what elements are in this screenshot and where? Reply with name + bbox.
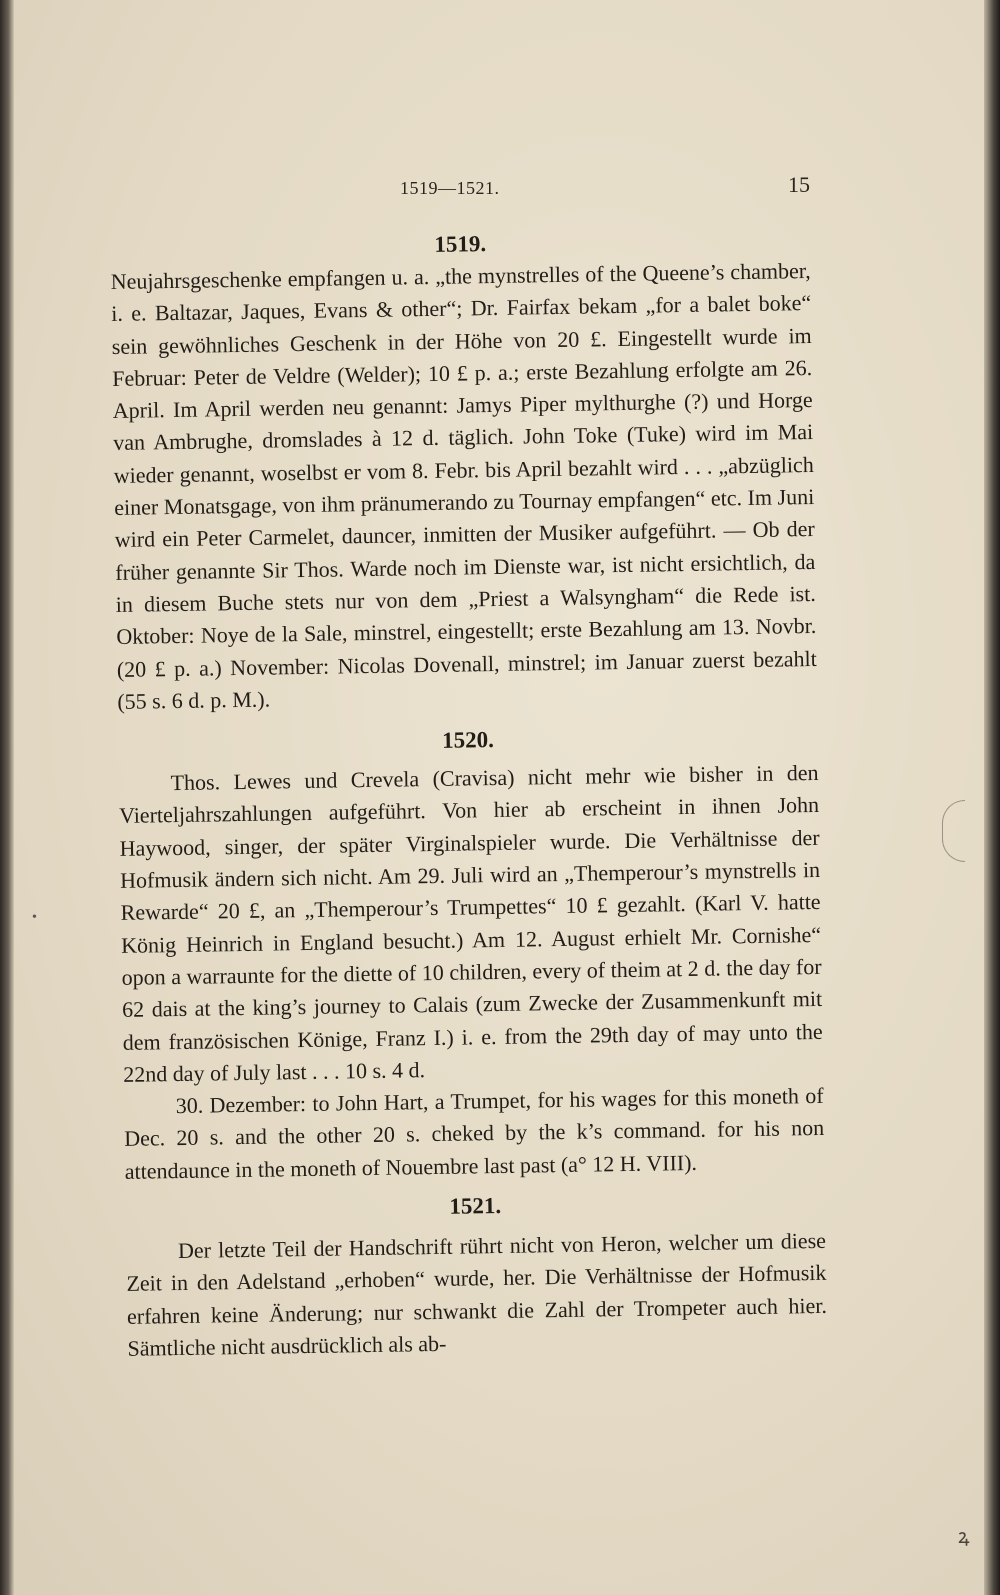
page-number: 15	[788, 172, 810, 197]
margin-dot-mark: •	[32, 910, 37, 925]
paragraph-1520-b: 30. Dezember: to John Hart, a Trumpet, for his wages for this moneth of Dec. 20 s. and the other 20 s. cheked by the k’s command. for his non attendaunce in the moneth of Nouembre last past (a° 12 H. VIII).	[124, 1083, 825, 1184]
year-heading-1520: 1520.	[441, 727, 495, 754]
paragraph-1521: Der letzte Teil der Handschrift rührt nicht von Heron, welcher um diese Zeit in den Adelstand „erhoben“ wurde, her. Die Verhältnisse der Hofmusik erfahren keine Änderung; nur schwankt die Zahl der Trompeter auch hier. Sämtliche nicht ausdrücklich als ab-	[126, 1227, 828, 1361]
page-header	[110, 170, 810, 210]
running-head: 1519—1521.	[400, 178, 500, 198]
body-text	[110, 223, 828, 1365]
margin-bracket-mark	[942, 800, 965, 862]
corner-handwritten-mark: ꝝ	[958, 1526, 970, 1548]
year-heading-1521: 1521.	[449, 1192, 502, 1219]
year-heading-1519: 1519.	[434, 231, 487, 257]
paragraph-1520-a: Thos. Lewes und Crevela (Cravisa) nicht mehr wie bisher in den Vierteljahrszahlungen aufgeführt. Von hier ab erscheint in ihnen John Haywood, singer, der später Virginalspieler wurde. Die Verhältnisse der Hofmusik ändern sich nicht. Am 29. Juli wird an „Themperour’s mynstrells in Rewarde“ 20 £, an „Themperour’s Trumpettes“ 10 £ gezahlt. (Karl V. hatte König Heinrich in England besucht.) Am 12. August erhielt Mr. Cornishe“ opon a warraunte for the diette of 10 children, every of theim at 2 d. the day for 62 dais at the king’s journey to Calais (zum Zwecke der Zusammenkunft mit dem französischen Könige, Franz I.) i. e. from the 29th day of may unto the 22nd day of July last . . . 10 s. 4 d.	[118, 760, 823, 1087]
page-binding-right	[984, 0, 1000, 1595]
page-binding-left	[0, 0, 14, 1595]
paragraph-1519: Neujahrsgeschenke empfangen u. a. „the mynstrelles of the Queene’s chamber, i. e. Baltazar, Jaques, Evans & other“; Dr. Fairfax bekam „for a balet boke“ sein gewöhnliches Geschenk in der Höhe von 20 £. Eingestellt wurde im Februar: Peter de Veldre (Welder); 10 £ p. a.; erste Bezahlung erfolgte am 26. April. Im April werden neu genannt: Jamys Piper mylthurghe (?) und Horge van Ambrughe, dromslades à 12 d. täglich. John Toke (Tuke) wird im Mai wieder genannt, woselbst er vom 8. Febr. bis April bezahlt wird . . . „abzüglich einer Monatsgage, von ihm pränumerando zu Tournay empfangen“ etc. Im Juni wird ein Peter Carmelet, dauncer, inmitten der Musiker aufgeführt. — Ob der früher genannte Sir Thos. Warde noch im Dienste war, ist nicht ersichtlich, da in diesem Buche stets nur von dem „Priest a Walsyngham“ die Rede ist. Oktober: Noye de la Sale, minstrel, eingestellt; erste Bezahlung am 13. Novbr. (20 £ p. a.) November: Nicolas Dovenall, minstrel; im Januar zuerst bezahlt (55 s. 6 d. p. M.).	[110, 258, 817, 714]
